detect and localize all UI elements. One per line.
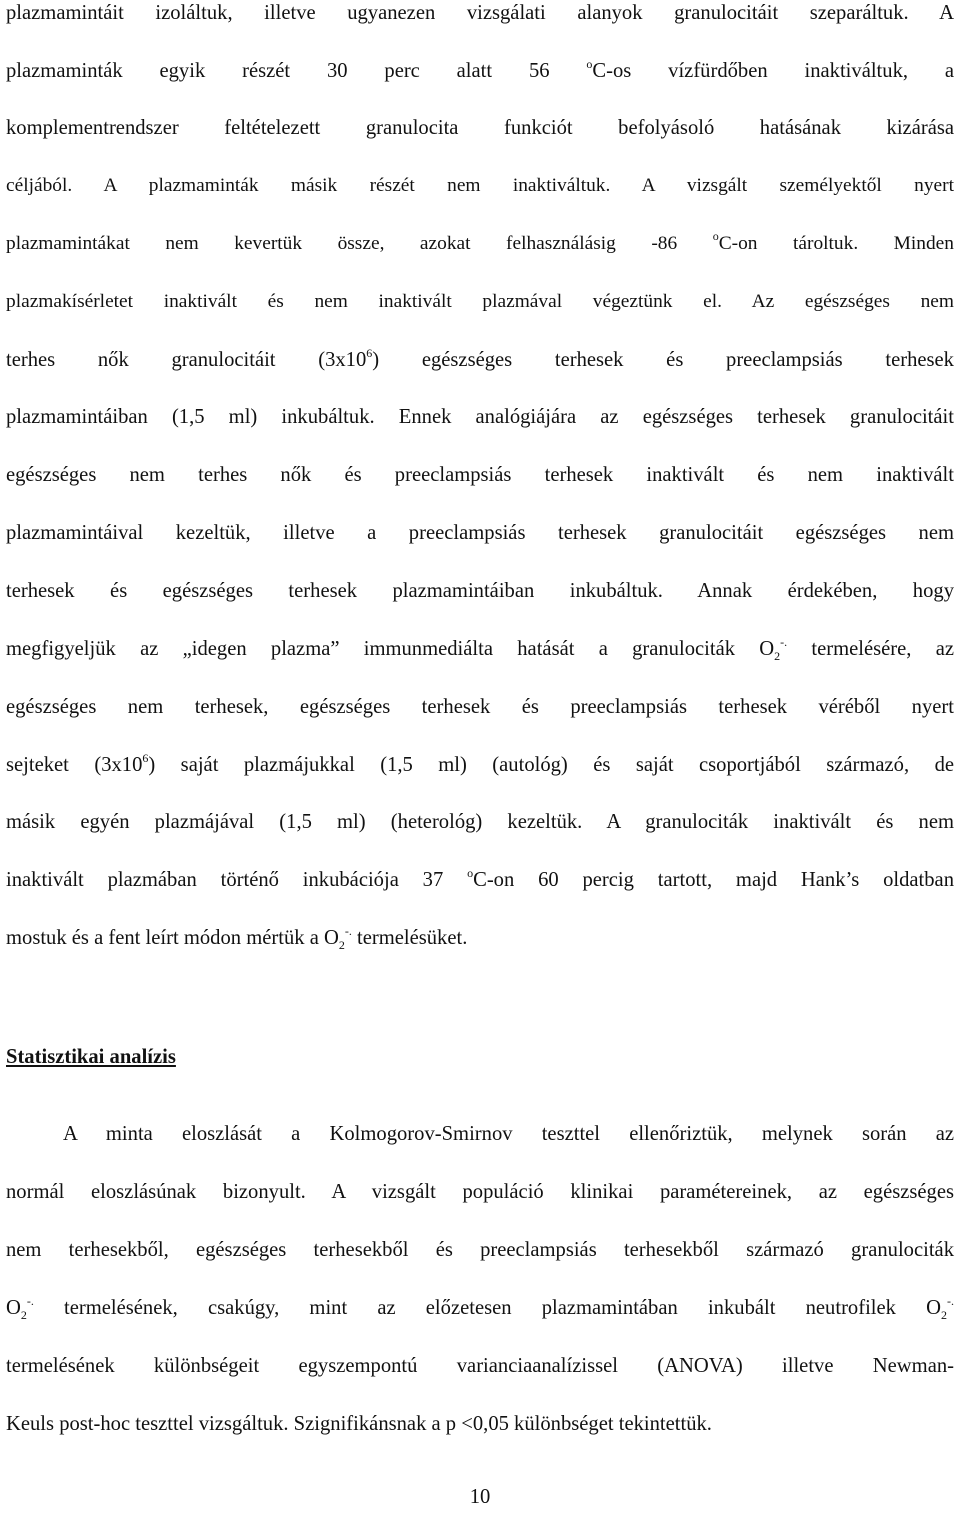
text-line: mostuk és a fent leírt módon mértük a $O_2^{-.}$ termelésüket. <box>6 924 468 952</box>
text-line: normál eloszlásúnak bizonyult. A vizsgált populáció klinikai paramétereinek, az egészséges <box>6 1181 954 1203</box>
text-line: plazmamintáival kezeltük, illetve a preeclampsiás terhesek granulocitáit egészséges nem <box>6 522 954 544</box>
text-line: megfigyeljük az „idegen plazma” immunmediálta hatását a granulociták $O_2^{-.}$ termelésére, az <box>6 635 954 663</box>
text-line: nem terhesekből, egészséges terhesekből és preeclampsiás terhesekből származó granulociták <box>6 1239 954 1261</box>
page-number: 10 <box>469 1486 491 1508</box>
text-line: plazmamintáiban (1,5 ml) inkubáltuk. Ennek analógiájára az egészséges terhesek granulocitáit <box>6 406 954 428</box>
text-line: Keuls post-hoc teszttel vizsgáltuk. Szignifikánsnak a p <0,05 különbséget tekintettük. <box>6 1413 712 1435</box>
text-line: terhes nők granulocitáit $(3x10^6)$ egészséges terhesek és preeclampsiás terhesek <box>6 346 954 371</box>
text-line: $O_2^{-.}$ termelésének, csakúgy, mint az előzetesen plazmamintában inkubált neutrofilek $O_2^{-.}$ <box>6 1294 954 1322</box>
text-line: komplementrendszer feltételezett granulocita funkciót befolyásoló hatásának kizárása <box>6 117 954 139</box>
text-line: egészséges nem terhes nők és preeclampsiás terhesek inaktivált és nem inaktivált <box>6 464 954 486</box>
text-line: másik egyén plazmájával (1,5 ml) (heterológ) kezeltük. A granulociták inaktivált és nem <box>6 811 954 833</box>
section-heading: Statisztikai analízis <box>6 1046 176 1068</box>
text-line: sejteket $(3x10^6)$ saját plazmájukkal (1,5 ml) (autológ) és saját csoportjából származó, de <box>6 751 955 776</box>
text-line: plazmamintáit izoláltuk, illetve ugyanezen vizsgálati alanyok granulocitáit szeparáltuk. A <box>6 2 954 24</box>
text-line: inaktivált plazmában történő inkubációja 37 $^o$C-on 60 percig tartott, majd Hank’s oldatban <box>6 866 954 891</box>
text-line: céljából. A plazmaminták másik részét nem inaktiváltuk. A vizsgált személyektől nyert <box>6 175 954 196</box>
text-line: termelésének különbségeit egyszempontú varianciaanalízissel (ANOVA) illetve Newman- <box>6 1355 954 1377</box>
text-line: plazmakísérletet inaktivált és nem inaktivált plazmával végeztünk el. Az egészséges nem <box>6 291 954 312</box>
text-line: A minta eloszlását a Kolmogorov-Smirnov teszttel ellenőriztük, melynek során az <box>63 1123 954 1145</box>
text-line: plazmaminták egyik részét 30 perc alatt 56 $^o$C-os vízfürdőben inaktiváltuk, a <box>6 57 955 82</box>
text-line: terhesek és egészséges terhesek plazmamintáiban inkubáltuk. Annak érdekében, hogy <box>6 580 954 602</box>
text-line: plazmamintákat nem kevertük össze, azokat felhasználásig -86 $^o$C-on tároltuk. Minden <box>6 229 954 254</box>
text-line: egészséges nem terhesek, egészséges terhesek és preeclampsiás terhesek véréből nyert <box>6 696 954 718</box>
